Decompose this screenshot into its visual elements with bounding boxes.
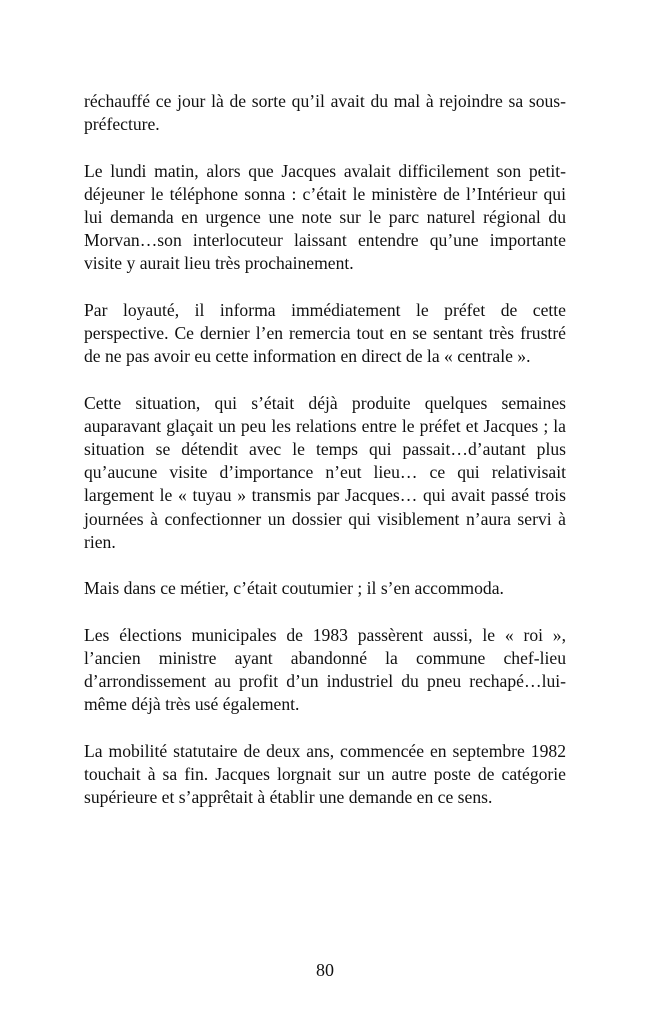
paragraph-7: La mobilité statutaire de deux ans, commencée en septembre 1982 touchait à sa fin. Jacques lorgnait sur un autre poste de catégorie supérieure et s’apprêtait à établir une demande en ce sens. — [84, 740, 566, 807]
body-text — [84, 90, 566, 832]
paragraph-4: Cette situation, qui s’était déjà produite quelques semaines auparavant glaçait un peu les relations entre le préfet et Jacques ; la situation se détendit avec le temps qui passait…d’autant plus qu’aucune visite d’importance n’eut lieu… ce qui relativisait largement le « tuyau » transmis par Jacques… qui avait passé trois journées à confectionner un dossier qui visiblement n’aura servi à rien. — [84, 392, 566, 552]
paragraph-1: réchauffé ce jour là de sorte qu’il avait du mal à rejoindre sa sous-préfecture. — [84, 91, 566, 135]
paragraph-2: Le lundi matin, alors que Jacques avalait difficilement son petit-déjeuner le téléphone sonna : c’était le ministère de l’Intérieur qui lui demanda en urgence une note sur le parc naturel régional du Morvan…son interlocuteur laissant entendre qu’une importante visite y aurait lieu très prochainement. — [84, 160, 566, 274]
paragraph-3: Par loyauté, il informa immédiatement le préfet de cette perspective. Ce dernier l’en remercia tout en se sentant très frustré de ne pas avoir eu cette information en direct de la « centrale ». — [84, 299, 566, 367]
paragraph-6: Les élections municipales de 1983 passèrent aussi, le « roi », l’ancien ministre ayant abandonné la commune chef-lieu d’arrondissement au profit d’un industriel du pneu rechapé…lui-même déjà très usé également. — [84, 624, 566, 715]
page-number: 80 — [316, 960, 334, 980]
paragraph-5: Mais dans ce métier, c’était coutumier ; il s’en accommoda. — [84, 578, 504, 599]
